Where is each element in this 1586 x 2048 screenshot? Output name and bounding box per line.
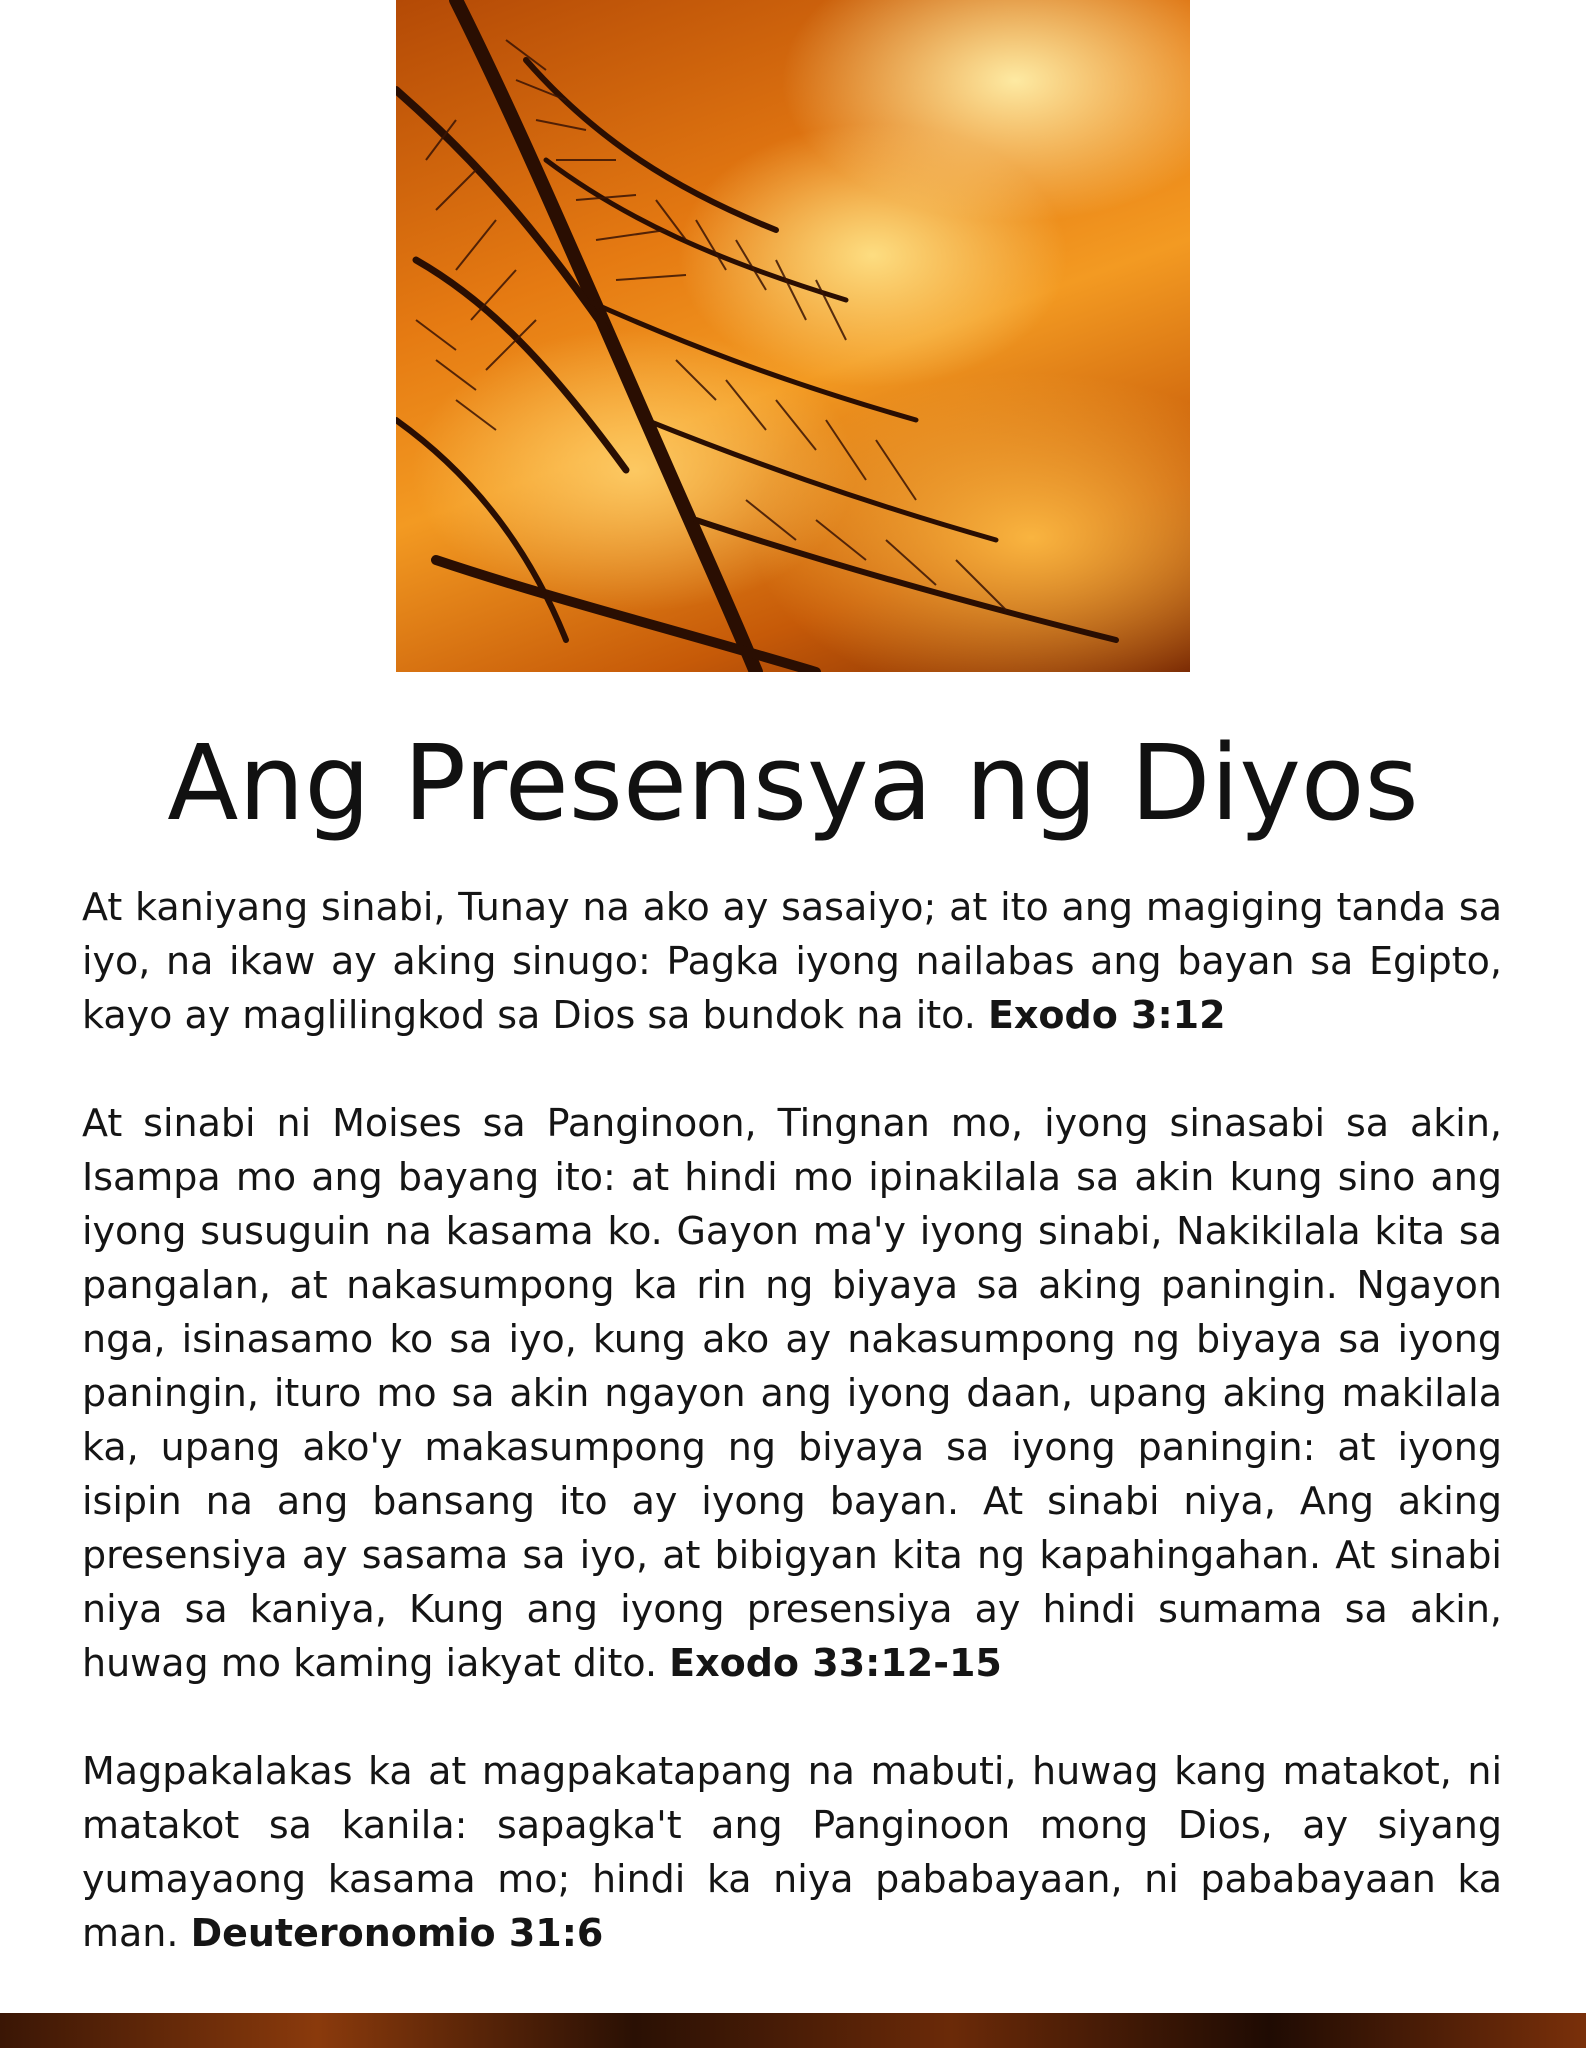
- burning-tree-image: [396, 0, 1190, 672]
- passage-text: At kaniyang sinabi, Tunay na ako ay sasaiyo; at ito ang magiging tanda sa iyo, na ikaw ay aking sinugo: Pagka iyong nailabas ang bayan sa Egipto, kayo ay maglilingkod sa Dios sa bundok na ito.: [82, 885, 1502, 1037]
- scripture-passages: [82, 880, 1502, 2014]
- passage-reference: Exodo 3:12: [987, 993, 1226, 1037]
- passage-deuteronomio-31-6: [82, 1744, 1502, 1960]
- passage-text: Magpakalakas ka at magpakatapang na mabuti, huwag kang matakot, ni matakot sa kanila: sapagka't ang Panginoon mong Dios, ay siyang yumayaong kasama mo; hindi ka niya pababayaan, ni pababayaan ka man.: [82, 1749, 1502, 1955]
- fire-strip-image: [0, 2013, 1586, 2048]
- passage-exodo-3-12: [82, 880, 1502, 1042]
- passage-reference: Exodo 33:12-15: [669, 1641, 1002, 1685]
- passage-text: At sinabi ni Moises sa Panginoon, Tingnan mo, iyong sinasabi sa akin, Isampa mo ang bayang ito: at hindi mo ipinakilala sa akin kung sino ang iyong susuguin na kasama ko. Gayon ma'y iyong sinabi, Nakikilala kita sa pangalan, at nakasumpong ka rin ng biyaya sa aking paningin. Ngayon nga, isinasamo ko sa iyo, kung ako ay nakasumpong ng biyaya sa iyong paningin, ituro mo sa akin ngayon ang iyong daan, upang aking makilala ka, upang ako'y makasumpong ng biyaya sa iyong paningin: at iyong isipin na ang bansang ito ay iyong bayan. At sinabi niya, Ang aking presensiya ay sasama sa iyo, at bibigyan kita ng kapahingahan. At sinabi niya sa kaniya, Kung ang iyong presensiya ay hindi sumama sa akin, huwag mo kaming iakyat dito.: [82, 1101, 1502, 1685]
- page-title: Ang Presensya ng Diyos: [167, 722, 1419, 844]
- passage-reference: Deuteronomio 31:6: [190, 1911, 604, 1955]
- passage-exodo-33-12-15: [82, 1096, 1502, 1690]
- fire-branches-graphic: [396, 0, 1190, 672]
